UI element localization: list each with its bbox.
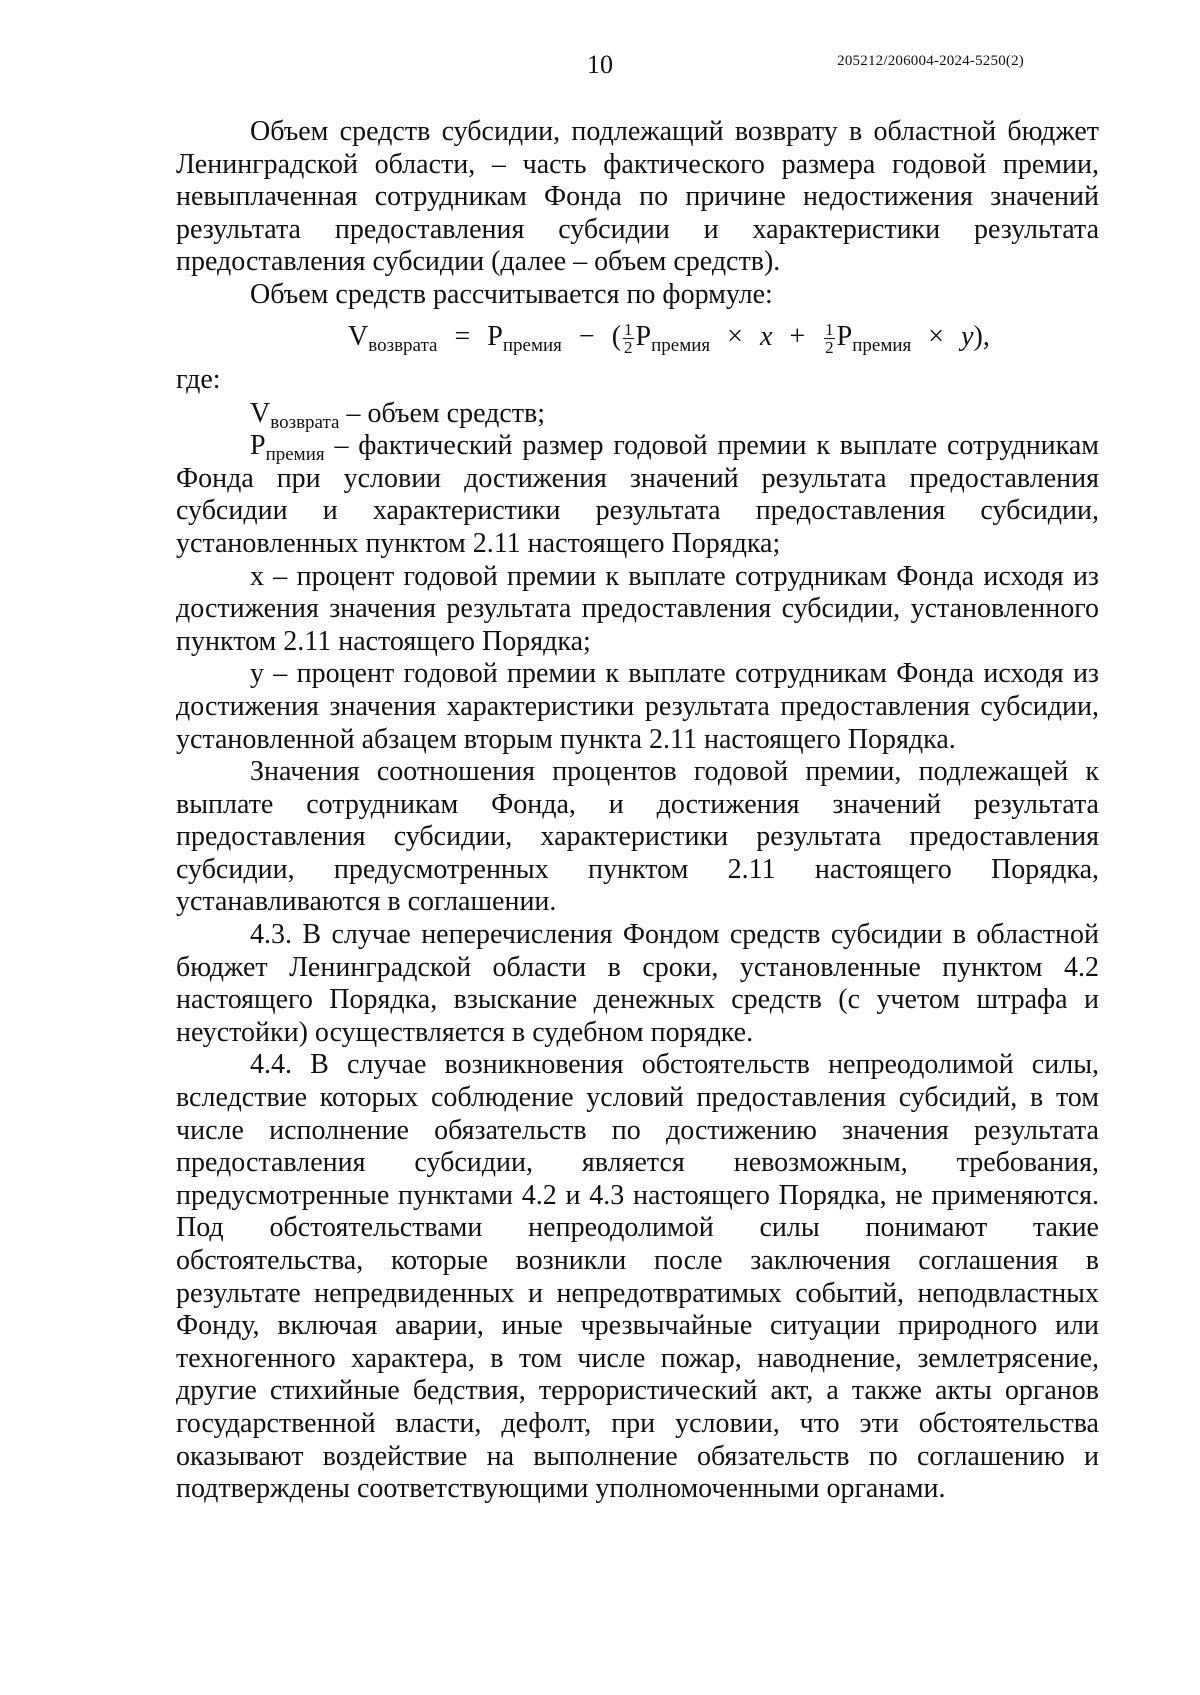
section-4-3: 4.3. В случае неперечисления Фондом средств субсидии в областной бюджет Ленинградской области в сроки, установленные пунктом 4.2 настоящего Порядка, взыскание денежных средств (с учетом штрафа и неустойки) осуществляется в судебном порядке. bbox=[176, 919, 1099, 1048]
formula-open-paren: ( bbox=[611, 320, 622, 352]
paragraph-ratio-values: Значения соотношения процентов годовой премии, подлежащей к выплате сотрудникам Фонда, и достижения значений результата предоставления субсидии, характеристики результата предоставления субсидии, предусмотренных пунктом 2.11 настоящего Порядка, устанавливаются в соглашении. bbox=[176, 756, 1099, 918]
refund-formula bbox=[176, 312, 1099, 362]
formula-times-1: × bbox=[727, 320, 743, 352]
definition-v-subscript: возврата bbox=[270, 411, 340, 433]
paragraph-refund-definition: Объем средств субсидии, подлежащий возврату в областной бюджет Ленинградской области, – часть фактического размера годовой премии, невыплаченная сотрудникам Фонда по причине недостижения значений результата предоставления субсидии и характеристики результата предоставления субсидии (далее – объем средств). bbox=[176, 116, 1099, 278]
document-id: 205212/206004-2024-5250(2) bbox=[837, 53, 1024, 69]
section-4-4: 4.4. В случае возникновения обстоятельств непреодолимой силы, вследствие которых соблюдение условий предоставления субсидий, в том числе исполнение обязательств по достижению значения результата предоставления субсидии, является невозможным, требования, предусмотренные пунктами 4.2 и 4.3 настоящего Порядка, не применяются. Под обстоятельствами непреодолимой силы понимают такие обстоятельства, которые возникли после заключения соглашения в результате непредвиденных и непредотвратимых событий, неподвластных Фонду, включая аварии, иные чрезвычайные ситуации природного или техногенного характера, в том числе пожар, наводнение, землетрясение, другие стихийные бедствия, террористический акт, а также акты органов государственной власти, дефолт, при условии, что эти обстоятельства оказывают воздействие на выполнение обязательств по соглашению и подтверждены соответствующими уполномоченными органами. bbox=[176, 1049, 1099, 1505]
fraction-numerator-2: 1 bbox=[825, 319, 834, 339]
definition-x: х – процент годовой премии к выплате сотрудникам Фонда исходя из достижения значения результата предоставления субсидии, установленного пунктом 2.11 настоящего Порядка; bbox=[176, 560, 1099, 657]
formula-times-2: × bbox=[928, 320, 945, 352]
definition-v bbox=[176, 398, 1099, 431]
paragraph-formula-intro: Объем средств рассчитывается по формуле: bbox=[250, 278, 773, 310]
formula-x: x bbox=[759, 320, 773, 352]
formula-close-paren: ), bbox=[973, 320, 990, 352]
definition-y: у – процент годовой премии к выплате сотрудникам Фонда исходя из достижения значения характеристики результата предоставления субсидии, установленной абзацем вторым пункта 2.11 настоящего Порядка. bbox=[176, 658, 1099, 755]
definition-v-symbol: V bbox=[250, 397, 271, 429]
formula-fraction-2 bbox=[824, 321, 835, 356]
formula-y: y bbox=[961, 320, 974, 352]
formula-p-symbol-2: P bbox=[635, 320, 652, 352]
formula-equals: = bbox=[454, 320, 471, 352]
formula-p-symbol-3: P bbox=[836, 320, 853, 352]
definition-p-subscript: премия bbox=[265, 444, 325, 466]
formula-p-subscript-2: премия bbox=[651, 334, 711, 356]
formula-v-subscript: возврата bbox=[368, 334, 438, 356]
definition-p bbox=[176, 430, 1099, 560]
formula-v-symbol: V bbox=[348, 320, 369, 352]
fraction-denominator: 2 bbox=[624, 337, 633, 357]
formula-p-subscript-3: премия bbox=[852, 334, 912, 356]
formula-fraction-1 bbox=[623, 321, 634, 356]
formula-p-symbol: P bbox=[487, 320, 503, 352]
definition-v-text: – объем средств; bbox=[339, 397, 546, 429]
formula-plus: + bbox=[789, 320, 806, 352]
fraction-numerator: 1 bbox=[624, 319, 633, 339]
formula-p-subscript: премия bbox=[502, 334, 562, 356]
page-number: 10 bbox=[587, 50, 613, 79]
formula-minus: − bbox=[578, 320, 595, 352]
document-body bbox=[176, 116, 1099, 1506]
definition-p-symbol: P bbox=[250, 430, 266, 462]
definition-p-text: – фактический размер годовой премии к выплате сотрудникам Фонда при условии достижения значений результата предоставления субсидии и характеристики результата предоставления субсидии, установленных пунктом 2.11 настоящего Порядка; bbox=[176, 430, 1099, 559]
where-label: где: bbox=[176, 363, 221, 395]
fraction-denominator-2: 2 bbox=[825, 337, 834, 357]
